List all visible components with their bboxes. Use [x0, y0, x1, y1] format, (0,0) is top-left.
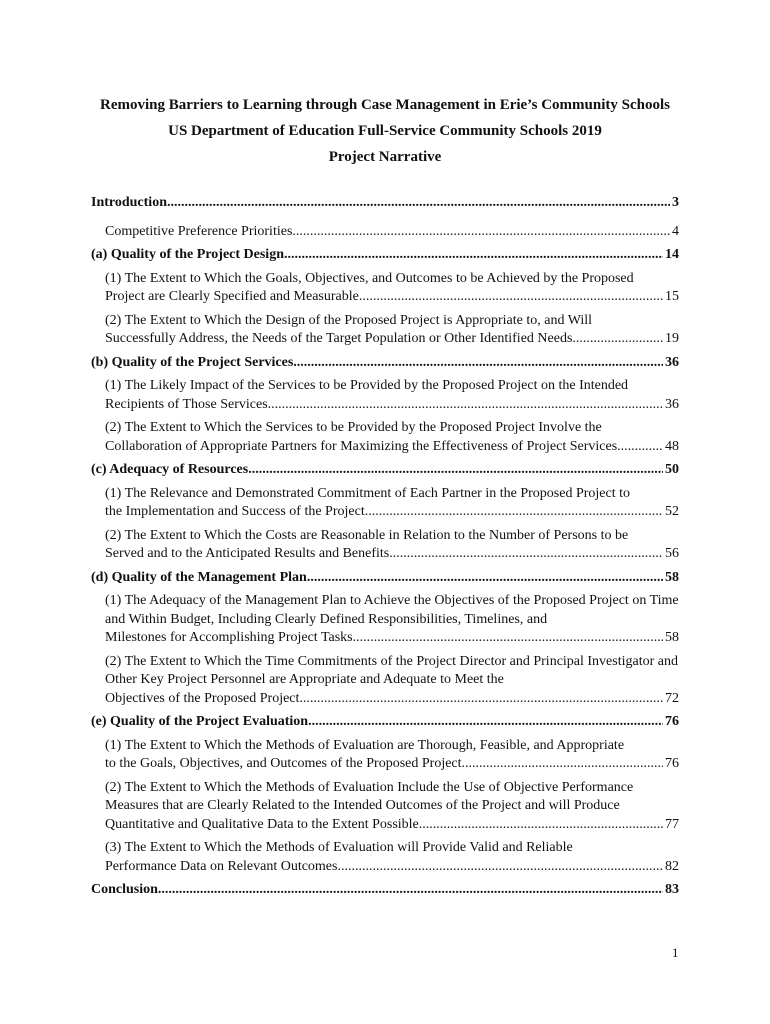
toc-entry-title: Objectives of the Proposed Project [105, 690, 300, 706]
toc-entry[interactable] [91, 881, 679, 900]
dot-leader [293, 354, 663, 373]
dot-leader [572, 330, 663, 349]
toc-entry[interactable] [105, 527, 679, 564]
toc-entry-title: (a) Quality of the Project Design [91, 247, 284, 262]
toc-entry-page-number: 36 [665, 354, 679, 370]
dot-leader [389, 545, 663, 564]
toc-entry[interactable] [91, 461, 679, 480]
toc-entry-line [105, 288, 679, 307]
dot-leader [158, 881, 663, 900]
toc-entry[interactable] [105, 592, 679, 648]
title-block [0, 92, 770, 170]
toc-entry-line [105, 690, 679, 709]
toc-entry-line [105, 223, 679, 242]
dot-leader [462, 755, 663, 774]
toc-entry-title: (b) Quality of the Project Services [91, 354, 294, 370]
toc-entry-title-lead: (2) The Extent to Which the Services to be Provided by the Proposed Project Involve the [105, 420, 602, 435]
toc-entry-page-number: 76 [665, 714, 679, 729]
toc-entry-line [105, 816, 679, 835]
dot-leader [299, 690, 663, 709]
toc-entry-page-number: 3 [672, 195, 679, 210]
dot-leader [337, 858, 663, 877]
toc-entry-title: Successfully Address, the Needs of the Target Population or Other Identified Needs [105, 331, 573, 346]
dot-leader [292, 223, 670, 242]
toc-entry-page-number: 4 [672, 223, 679, 239]
toc-entry[interactable] [105, 377, 679, 414]
toc-entry-title: (c) Adequacy of Resources [91, 462, 249, 477]
toc-entry-page-number: 19 [665, 331, 679, 346]
toc-entry[interactable] [91, 246, 679, 265]
toc-entry-page-number: 77 [665, 816, 679, 832]
toc-entry[interactable] [105, 737, 679, 774]
toc-entry-title: Quantitative and Qualitative Data to the Extent Possible [105, 816, 419, 832]
toc-entry-title: (e) Quality of the Project Evaluation [91, 714, 309, 729]
toc-entry-line [91, 461, 679, 480]
dot-leader [307, 569, 663, 588]
toc-entry-title: Recipients of Those Services [105, 396, 268, 412]
toc-entry-title: Competitive Preference Priorities [105, 223, 293, 239]
toc-entry-title: Introduction [91, 195, 167, 210]
dot-leader [167, 194, 670, 213]
toc-entry-line [91, 881, 679, 900]
toc-entry-line [91, 194, 679, 213]
toc-entry-title-lead: (3) The Extent to Which the Methods of Evaluation will Provide Valid and Reliable [105, 840, 573, 855]
toc-entry-page-number: 83 [665, 882, 679, 897]
document-section-title: Project Narrative [328, 149, 442, 165]
dot-leader [365, 503, 663, 522]
toc-entry-title-lead: (1) The Relevance and Demonstrated Commitment of Each Partner in the Proposed Project to [105, 485, 630, 501]
dot-leader [353, 629, 663, 648]
toc-entry[interactable] [105, 839, 679, 876]
toc-entry[interactable] [105, 419, 679, 456]
document-title: Removing Barriers to Learning through Case Management in Erie’s Community Schools [100, 97, 670, 113]
toc-entry-title-lead: (1) The Likely Impact of the Services to be Provided by the Proposed Project on the Intended [105, 378, 629, 393]
toc-entry[interactable] [91, 569, 679, 588]
toc-entry-title: Project are Clearly Specified and Measurable [105, 289, 359, 304]
toc-entry-line [91, 713, 679, 732]
toc-entry[interactable] [105, 653, 679, 709]
toc-entry-page-number: 76 [665, 756, 679, 771]
toc-entry-title: Served and to the Anticipated Results and Benefits [105, 546, 390, 561]
dot-leader [248, 461, 663, 480]
toc-entry-line [105, 438, 679, 457]
toc-entry-title-lead: (2) The Extent to Which the Methods of Evaluation Include the Use of Objective Performance Measures that are Clearly Related to the Intended Outcomes of the Project and will Produce [105, 779, 634, 813]
toc-entry-line [105, 629, 679, 648]
toc-entry[interactable] [105, 485, 679, 522]
toc-entry[interactable] [105, 312, 679, 349]
toc-entry-title: Conclusion [91, 882, 158, 897]
toc-entry-page-number: 58 [665, 569, 679, 585]
toc-entry[interactable] [91, 194, 679, 213]
toc-entry-page-number: 36 [665, 396, 679, 412]
toc-entry-line [105, 545, 679, 564]
toc-entry-title: Performance Data on Relevant Outcomes [105, 858, 338, 874]
dot-leader [359, 288, 663, 307]
dot-leader [617, 438, 663, 457]
toc-entry-line [105, 503, 679, 522]
toc-entry-title-lead: (1) The Extent to Which the Methods of Evaluation are Thorough, Feasible, and Appropriate [105, 737, 625, 753]
dot-leader [284, 246, 663, 265]
toc-entry-page-number: 50 [665, 462, 679, 477]
toc-entry-title-lead: (2) The Extent to Which the Costs are Reasonable in Relation to the Number of Persons to be [105, 527, 629, 543]
toc-entry-page-number: 14 [665, 247, 679, 262]
toc-entry-line [105, 330, 679, 349]
toc-entry-line [91, 354, 679, 373]
toc-entry-title: (d) Quality of the Management Plan [91, 569, 307, 585]
document-subtitle: US Department of Education Full-Service Community Schools 2019 [168, 123, 602, 139]
dot-leader [268, 396, 663, 415]
dot-leader [308, 713, 663, 732]
dot-leader [419, 816, 663, 835]
toc-entry-title: Milestones for Accomplishing Project Tasks [105, 630, 353, 645]
toc-entry-title-lead: (1) The Extent to Which the Goals, Objectives, and Outcomes to be Achieved by the Proposed [105, 270, 634, 286]
toc-entry-line [105, 755, 679, 774]
toc-entry[interactable] [91, 354, 679, 373]
toc-entry-page-number: 72 [665, 690, 679, 706]
toc-entry-page-number: 52 [665, 504, 679, 519]
toc-entry[interactable] [105, 779, 679, 835]
toc-entry[interactable] [105, 223, 679, 242]
toc-entry-title-lead: (1) The Adequacy of the Management Plan to Achieve the Objectives of the Proposed Project on Time and Within Budget, Including Clearly Defined Responsibilities, Timelines, and [105, 593, 679, 627]
toc-entry-page-number: 58 [665, 630, 679, 645]
toc-entry[interactable] [91, 713, 679, 732]
toc-entry-title-lead: (2) The Extent to Which the Design of the Proposed Project is Appropriate to, and Will [105, 312, 593, 328]
toc-entry-line [91, 246, 679, 265]
toc-entry-line [105, 396, 679, 415]
toc-entry-title: the Implementation and Success of the Project [105, 504, 365, 519]
toc-entry-title-lead: (2) The Extent to Which the Time Commitments of the Project Director and Principal Investigator and Other Key Project Personnel are Appropriate and Adequate to Meet the [105, 653, 678, 687]
toc-entry-page-number: 48 [665, 438, 679, 454]
page-number: 1 [672, 945, 679, 960]
table-of-contents [91, 194, 679, 905]
toc-entry-title: to the Goals, Objectives, and Outcomes of the Proposed Project [105, 756, 462, 771]
toc-entry-line [91, 569, 679, 588]
toc-entry-line [105, 858, 679, 877]
toc-entry-title: Collaboration of Appropriate Partners for Maximizing the Effectiveness of Project Services [105, 438, 618, 454]
toc-entry-page-number: 82 [665, 858, 679, 874]
toc-entry-page-number: 15 [665, 289, 679, 304]
toc-entry-page-number: 56 [665, 546, 679, 561]
toc-entry[interactable] [105, 270, 679, 307]
